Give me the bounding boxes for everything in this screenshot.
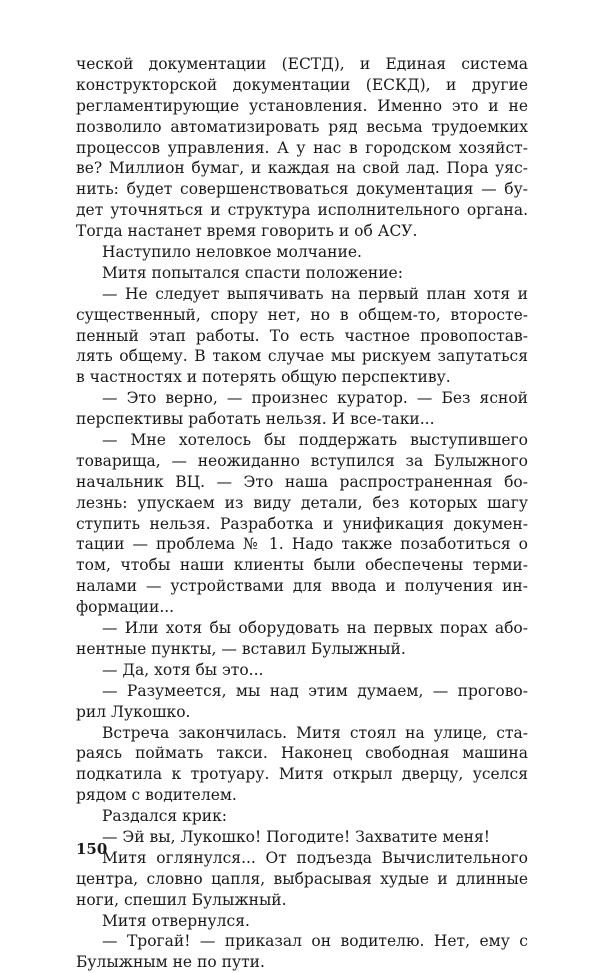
text-line: процессов управления. А у нас в городском хозяйст- [76,138,528,157]
text-line: раясь поймать такси. Наконец свободная машина [76,744,528,763]
text-line: ступить нельзя. Разработка и унификация докумен- [76,514,528,533]
text-line: Митя попытался спасти положение: [102,263,403,282]
text-line: Встреча закончилась. Митя стоял на улице, ста- [102,723,528,742]
text-line: подкатила к тротуару. Митя открыл дверцу, уселся [76,765,528,784]
text-line: перспективы работать нельзя. И все-таки... [76,410,435,429]
text-line: — Эй вы, Лукошко! Погодите! Захватите меня! [102,827,490,846]
text-line: товарища, — неожиданно вступился за Булыжного [76,451,528,470]
text-line: налами — устройствами для ввода и получения ин- [76,577,528,596]
text-line: Булыжным не по пути. [76,953,265,972]
text-line: рядом с водителем. [76,786,237,805]
page-number: 150 [76,840,108,858]
text-line: — Разумеется, мы над этим думаем, — прогово- [102,681,528,700]
text-line: лезнь: упускаем из виду детали, без которых шагу [76,493,528,512]
text-line: том, чтобы наши клиенты были обеспечены терми- [76,556,528,575]
text-line: ве? Миллион бумаг, и каждая на свой лад. Пора уяс- [76,159,528,178]
text-line: — Не следует выпячивать на первый план хотя и [102,284,528,303]
text-line: существенный, спору нет, но в общем-то, второсте- [76,305,528,324]
text-line: тации — проблема № 1. Надо также позаботиться о [76,535,528,554]
text-line: — Трогай! — приказал он водителю. Нет, ему с [102,932,528,951]
text-line: Митя оглянулся... От подъезда Вычислительного [102,848,528,867]
text-line: — Или хотя бы оборудовать на первых порах або- [102,619,528,638]
text-line: нентные пункты, — вставил Булыжный. [76,639,406,658]
text-line: формации... [76,598,175,617]
text-line: лять общему. В таком случае мы рискуем запутаться [76,347,528,366]
text-line: рил Лукошко. [76,702,191,721]
text-line: позволило автоматизировать ряд весьма трудоемких [76,117,528,136]
page-body-text [76,54,528,973]
text-line: ческой документации (ЕСТД), и Единая система [76,55,528,73]
text-line: Тогда настанет время говорить и об АСУ. [76,222,418,241]
text-line: нить: будет совершенствоваться документация — бу- [76,180,528,199]
text-line: конструкторской документации (ЕСКД), и другие [76,75,528,94]
text-line: центра, словно цапля, выбрасывая худые и длинные [76,869,528,888]
text-line: в частностях и потерять общую перспективу. [76,368,451,387]
text-line: — Да, хотя бы это... [102,660,264,679]
text-line: Митя отвернулся. [102,911,250,930]
text-line: ноги, спешил Булыжный. [76,890,287,909]
text-line: — Мне хотелось бы поддержать выступившего [102,431,528,450]
text-line: пенный этап работы. То есть частное провопостав- [76,326,528,345]
text-line: регламентирующие установления. Именно это и не [76,96,528,115]
text-line: Наступило неловкое молчание. [102,243,362,262]
text-line: — Это верно, — произнес куратор. — Без ясной [102,389,528,408]
text-line: дет уточняться и структура исполнительного органа. [76,201,528,220]
text-line: начальник ВЦ. — Это наша распространенная бо- [76,472,528,491]
text-line: Раздался крик: [102,807,227,826]
